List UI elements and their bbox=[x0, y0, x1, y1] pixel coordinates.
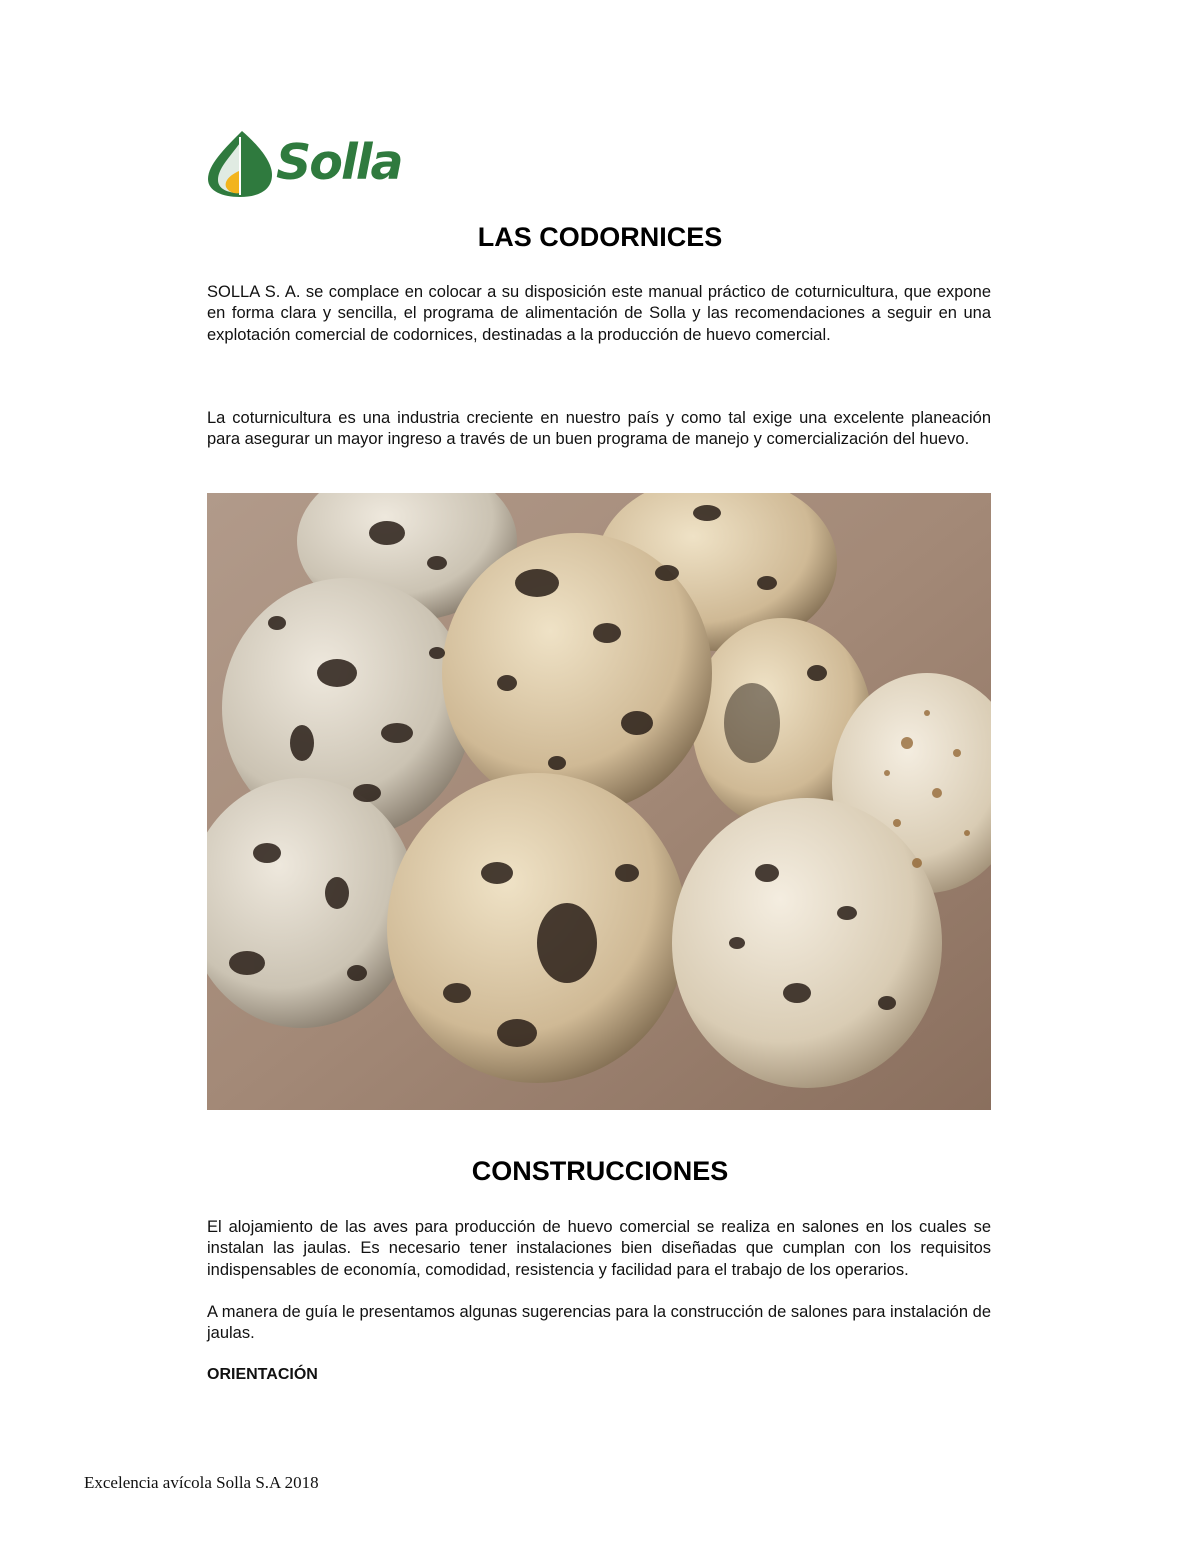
intro-paragraph: SOLLA S. A. se complace en colocar a su disposición este manual práctico de coturnicultura, que expone en forma clara y sencilla, el programa de alimentación de Solla y las recomendaciones a seguir en una explotación comercial de codornices, destinadas a la producción de huevo comercial. bbox=[207, 283, 991, 344]
housing-paragraph: El alojamiento de las aves para producción de huevo comercial se realiza en salones en los cuales se instalan las jaulas. Es necesario tener instalaciones bien diseñadas que cumplan con los requisitos indispensables de economía, comodidad, resistencia y facilidad para el trabajo de los operarios. bbox=[207, 1218, 991, 1279]
section-title: CONSTRUCCIONES bbox=[471, 1156, 729, 1186]
leaf-drop-icon bbox=[206, 127, 276, 199]
quail-eggs-photo bbox=[207, 493, 991, 1110]
suggestions-paragraph: A manera de guía le presentamos algunas sugerencias para la construcción de salones para instalación de jaulas. bbox=[207, 1303, 991, 1343]
subheading-orientation: ORIENTACIÓN bbox=[207, 1366, 318, 1383]
industry-paragraph: La coturnicultura es una industria creciente en nuestro país y como tal exige una excelente planeación para asegurar un mayor ingreso a través de un buen programa de manejo y comercialización del huevo. bbox=[207, 409, 991, 449]
solla-logo bbox=[206, 127, 420, 199]
page-footer: Excelencia avícola Solla S.A 2018 bbox=[84, 1473, 319, 1492]
brand-name: Solla bbox=[276, 134, 402, 191]
page-title: LAS CODORNICES bbox=[477, 222, 723, 252]
